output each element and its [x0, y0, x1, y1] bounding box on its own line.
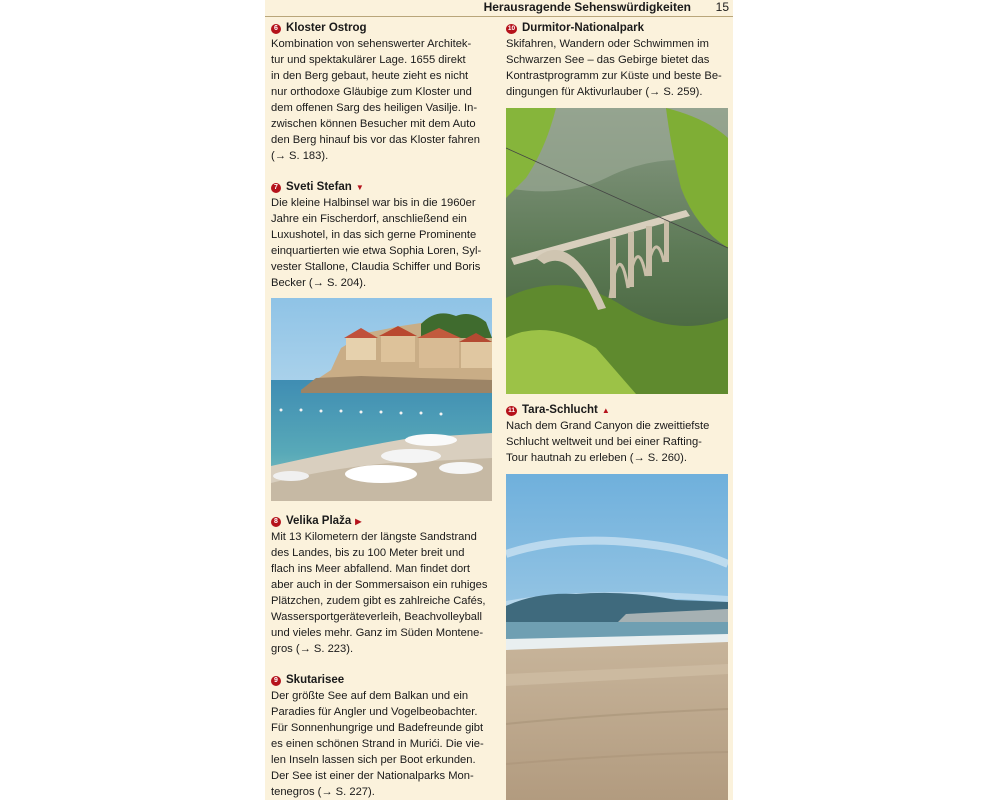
text-line: in den Berg gebaut, heute zieht es nicht [271, 70, 469, 82]
entry-text [271, 195, 492, 291]
entry-tara-schlucht [506, 403, 728, 466]
entry-velika-plaza [271, 514, 492, 657]
entry-title: Durmitor-Nationalpark [522, 22, 645, 34]
entry-text [506, 36, 728, 100]
entry-text [271, 529, 492, 657]
text-line: gros (→ S. 223). [271, 643, 354, 655]
number-badge: 10 [507, 24, 516, 32]
text-line: dingungen für Aktivurlauber (→ S. 259). [506, 86, 703, 98]
text-line: flach ins Meer abfallend. Man findet dort [271, 563, 470, 575]
text-line: Die kleine Halbinsel war bis in die 1960er [271, 197, 476, 209]
text-line: Kombination von sehenswerter Architek- [271, 38, 472, 50]
entry-kloster-ostrog [271, 21, 492, 164]
text-line: Becker (→ S. 204). [271, 277, 367, 289]
entry-title: Tara-Schlucht [522, 404, 598, 416]
text-line: Paradies für Angler und Vogelbeobachter. [271, 706, 478, 718]
number-badge: 6 [271, 24, 281, 34]
page-number: 15 [715, 0, 729, 14]
text-line: und vieles mehr. Ganz im Süden Montene- [271, 627, 484, 639]
text-line: einquartierten wie etwa Sophia Loren, Syl- [271, 245, 482, 257]
text-line: Der größte See auf dem Balkan und ein [271, 690, 469, 702]
map-marker-icon: ▶ [355, 517, 362, 526]
text-line: Kontrastprogramm zur Küste und beste Be- [506, 70, 722, 82]
entry-sveti-stefan [271, 180, 492, 291]
number-badge: 7 [271, 183, 281, 193]
entry-heading [271, 673, 492, 688]
text-line: Wassersportgeräteverleih, Beachvolleyball [271, 611, 483, 623]
section-title: Herausragende Sehenswürdigkeiten [483, 0, 691, 14]
text-line: Für Sonnenhungrige und Badefreunde gibt [271, 722, 484, 734]
entry-skutarisee [271, 673, 492, 800]
text-line: tenegros (→ S. 227). [271, 786, 375, 798]
text-line: Nach dem Grand Canyon die zweittiefste [506, 420, 710, 432]
text-line: Luxushotel, in das sich gerne Prominente [271, 229, 477, 241]
text-line: aber auch in der Sommersaison ein ruhiges [271, 579, 488, 591]
text-line: Plätzchen, zudem gibt es zahlreiche Cafés, [271, 595, 486, 607]
entry-title: Sveti Stefan [286, 181, 352, 193]
entry-heading [271, 21, 492, 36]
entry-title: Skutarisee [286, 674, 345, 686]
text-line: len Inseln lassen sich per Boot erkunden. [271, 754, 476, 766]
number-badge: 9 [271, 676, 281, 686]
entry-title: Kloster Ostrog [286, 22, 367, 34]
photo-sveti-stefan [271, 298, 492, 501]
number-badge: 11 [506, 406, 517, 416]
text-line: dem offenen Sarg des heiligen Vasilje. In- [271, 102, 478, 114]
text-line: Tour hautnah zu erleben (→ S. 260). [506, 452, 687, 464]
page-header [265, 0, 733, 17]
text-line: Jahre ein Fischerdorf, anschließend ein [271, 213, 467, 225]
text-line: Skifahren, Wandern oder Schwimmen im [506, 38, 709, 50]
text-line: nur orthodoxe Gläubige zum Kloster und [271, 86, 472, 98]
number-badge: 8 [271, 517, 281, 527]
text-line: (→ S. 183). [271, 150, 329, 162]
text-line: den Berg hinauf bis vor das Kloster fahren [271, 134, 480, 146]
entry-heading [271, 180, 492, 195]
entry-title: Velika Plaža [286, 515, 352, 527]
entry-heading [271, 514, 492, 529]
text-line: des Landes, bis zu 100 Meter breit und [271, 547, 465, 559]
text-line: zwischen können Besucher mit dem Auto [271, 118, 476, 130]
text-line: Schlucht weltweit und bei einer Rafting- [506, 436, 702, 448]
map-marker-icon: ▼ [355, 183, 364, 192]
entry-text [271, 688, 492, 800]
entry-heading [506, 21, 728, 36]
text-line: tur und spektakulärer Lage. 1655 direkt [271, 54, 466, 66]
text-line: Mit 13 Kilometern der längste Sandstrand [271, 531, 477, 543]
map-marker-icon: ▲ [601, 406, 610, 415]
photo-velika-plaza-beach [506, 474, 728, 800]
text-line: vester Stallone, Claudia Schiffer und Boris [271, 261, 481, 273]
text-line: Schwarzen See – das Gebirge bietet das [506, 54, 710, 66]
entry-durmitor-nationalpark [506, 21, 728, 100]
entry-text [271, 36, 492, 164]
text-line: Der See ist einer der Nationalparks Mon- [271, 770, 474, 782]
entry-heading [506, 403, 728, 418]
text-line: es einen schönen Strand in Murići. Die vie- [271, 738, 484, 750]
photo-tara-bridge [506, 108, 728, 394]
entry-text [506, 418, 728, 466]
